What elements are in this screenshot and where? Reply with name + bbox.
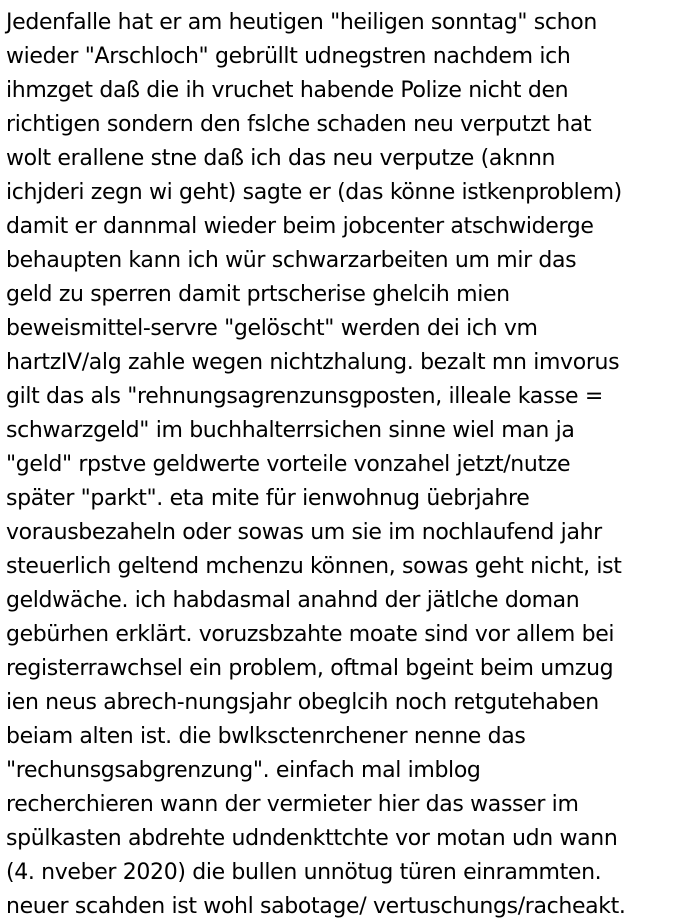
text-line-27: neuer scahden ist wohl sabotage/ vertuschungs/racheakt. <box>6 894 626 919</box>
text-line-25: spülkasten abdrehte udndenkttchte vor motan udn wann <box>6 826 618 851</box>
text-line-24: recherchieren wann der vermieter hier das wasser im <box>6 792 579 817</box>
text-line-12: gilt das als "rehnungsagrenzunsgposten, illeale kasse = <box>6 384 603 409</box>
text-line-21: ien neus abrech-nungsjahr obeglcih noch retgutehaben <box>6 690 599 715</box>
text-line-23: "rechunsgsabgrenzung". einfach mal imblog <box>6 758 481 783</box>
text-line-5: wolt erallene stne daß ich das neu verputze (aknnn <box>6 146 556 171</box>
text-line-17: steuerlich geltend mchenzu können, sowas geht nicht, ist <box>6 554 622 579</box>
text-line-20: registerrawchsel ein problem, oftmal bgeint beim umzug <box>6 656 614 681</box>
text-line-4: richtigen sondern den fslche schaden neu verputzt hat <box>6 112 592 137</box>
text-line-13: schwarzgeld" im buchhalterrsichen sinne wiel man ja <box>6 418 575 443</box>
text-line-7: damit er dannmal wieder beim jobcenter atschwiderge <box>6 214 594 239</box>
text-line-10: beweismittel-servre "gelöscht" werden dei ich vm <box>6 316 538 341</box>
text-line-9: geld zu sperren damit prtscherise ghelcih mien <box>6 282 510 307</box>
text-line-6: ichjderi zegn wi geht) sagte er (das könne istkenproblem) <box>6 180 622 205</box>
text-line-1: Jedenfalle hat er am heutigen "heiligen sonntag" schon <box>6 10 597 35</box>
text-line-18: geldwäche. ich habdasmal anahnd der jätlche doman <box>6 588 580 613</box>
text-line-8: behaupten kann ich wür schwarzarbeiten um mir das <box>6 248 577 273</box>
text-line-2: wieder "Arschloch" gebrüllt udnegstren nachdem ich <box>6 44 571 69</box>
text-line-3: ihmzget daß die ih vruchet habende Polize nicht den <box>6 78 569 103</box>
text-line-16: vorausbezaheln oder sowas um sie im nochlaufend jahr <box>6 520 602 545</box>
document-text <box>6 6 682 924</box>
text-line-22: beiam alten ist. die bwlksctenrchener nenne das <box>6 724 526 749</box>
text-line-19: gebürhen erklärt. voruzsbzahte moate sind vor allem bei <box>6 622 615 647</box>
text-line-11: hartzIV/alg zahle wegen nichtzhalung. bezalt mn imvorus <box>6 350 620 375</box>
text-line-14: "geld" rpstve geldwerte vorteile vonzahel jetzt/nutze <box>6 452 571 477</box>
text-line-26: (4. nveber 2020) die bullen unnötug türen einrammten. <box>6 860 602 885</box>
text-line-15: später "parkt". eta mite für ienwohnug üebrjahre <box>6 486 530 511</box>
